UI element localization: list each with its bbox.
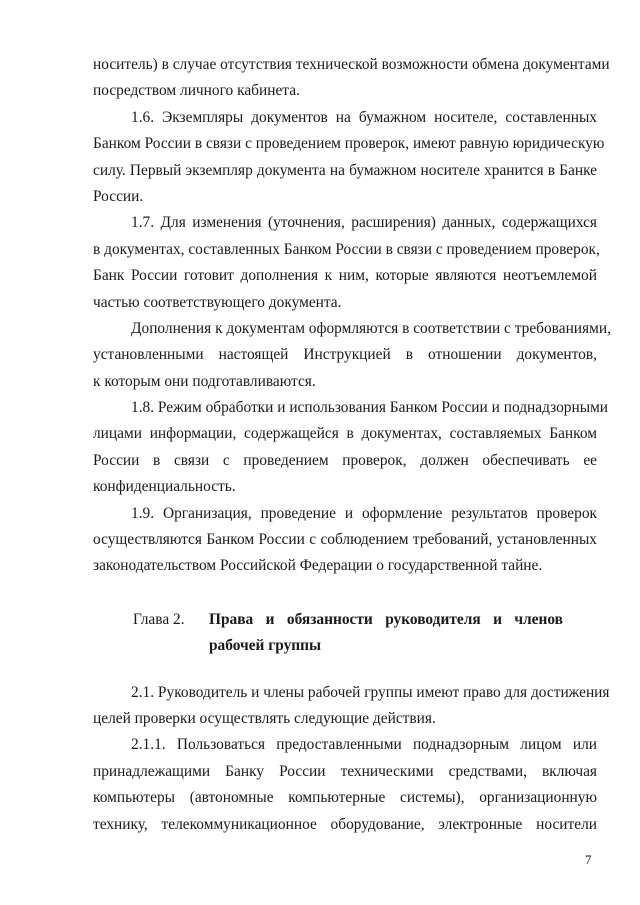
paragraph-line: России в связи с проведением проверок, должен обеспечивать ее	[93, 451, 597, 469]
paragraph-line: Банк России готовит дополнения к ним, которые являются неотъемлемой	[93, 267, 597, 285]
chapter-heading	[93, 607, 597, 633]
paragraph-line: 1.6. Экземпляры документов на бумажном носителе, составленных	[131, 108, 597, 126]
paragraph-line: 2.1.1. Пользоваться предоставленными поднадзорным лицом или	[131, 736, 597, 754]
paragraph-line: 1.9. Организация, проведение и оформление результатов проверок	[131, 504, 597, 522]
chapter-title-line: рабочей группы	[209, 637, 322, 655]
paragraph-line: 1.7. Для изменения (уточнения, расширения) данных, содержащихся	[131, 214, 597, 232]
paragraph-line: Дополнения к документам оформляются в соответствии с требованиями,	[131, 319, 611, 337]
chapter-title-line: Права и обязанности руководителя и членов	[209, 610, 563, 628]
paragraph-line: Банком России в связи с проведением проверок, имеют равную юридическую	[93, 135, 605, 153]
paragraph-line: России.	[93, 187, 144, 205]
page-number: 7	[585, 852, 592, 867]
paragraph-line: в документах, составленных Банком России в связи с проведением проверок,	[93, 240, 600, 258]
chapter-number: Глава 2.	[133, 610, 185, 628]
chapter-heading-continued	[93, 633, 597, 659]
paragraph-line: законодательством Российской Федерации о государственной тайне.	[93, 557, 543, 575]
paragraph-line: технику, телекоммуникационное оборудование, электронные носители	[93, 815, 597, 833]
paragraph-line: конфиденциальность.	[93, 478, 236, 496]
paragraph-line: частью соответствующего документа.	[93, 293, 342, 311]
paragraph-line: компьютеры (автономные компьютерные системы), организационную	[93, 789, 597, 807]
paragraph-line: установленными настоящей Инструкцией в отношении документов,	[93, 346, 597, 364]
paragraph-line: 1.8. Режим обработки и использования Банком России и поднадзорными	[131, 399, 609, 417]
paragraph-line: 2.1. Руководитель и члены рабочей группы имеют право для достижения	[131, 683, 610, 701]
paragraph-line: силу. Первый экземпляр документа на бумажном носителе хранится в Банке	[93, 161, 597, 179]
paragraph-line: осуществляются Банком России с соблюдением требований, установленных	[93, 531, 597, 549]
paragraph-line: посредством личного кабинета.	[93, 82, 300, 100]
document-page	[93, 52, 611, 838]
paragraph-line: принадлежащими Банку России техническими средствами, включая	[93, 762, 597, 780]
paragraph-line: лицами информации, содержащейся в документах, составляемых Банком	[93, 425, 597, 443]
paragraph-line: носитель) в случае отсутствия технической возможности обмена документами	[93, 56, 610, 73]
paragraph-line: к которым они подготавливаются.	[93, 372, 316, 390]
paragraph-line: целей проверки осуществлять следующие действия.	[93, 709, 436, 727]
